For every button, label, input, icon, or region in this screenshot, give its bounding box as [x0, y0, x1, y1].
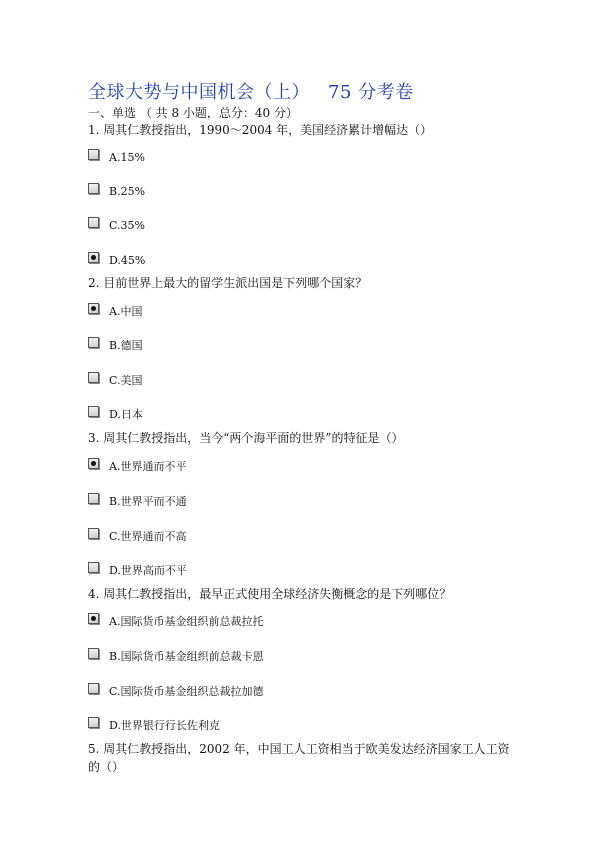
radio-button[interactable]	[88, 252, 99, 263]
radio-button[interactable]	[88, 613, 99, 624]
radio-button[interactable]	[88, 149, 99, 160]
option-q4-c[interactable]	[88, 682, 264, 700]
option-q3-a[interactable]	[88, 457, 186, 475]
question-3: 3. 周其仁教授指出，当今“两个海平面的世界”的特征是（）	[88, 431, 404, 445]
radio-button[interactable]	[88, 493, 99, 504]
option-label: B.国际货币基金组织前总裁卡恩	[109, 650, 264, 663]
section-heading: 一、单选 （ 共 8 小题，总分：40 分）	[88, 106, 298, 120]
option-label: A.国际货币基金组织前总裁拉托	[109, 615, 264, 628]
question-2: 2. 目前世界上最大的留学生派出国是下列哪个国家？	[88, 276, 368, 290]
option-label: B.25%	[109, 184, 146, 198]
option-q3-c[interactable]	[88, 527, 187, 545]
radio-button[interactable]	[88, 528, 99, 539]
option-q4-a[interactable]	[88, 612, 263, 630]
option-q4-b[interactable]	[88, 647, 264, 665]
option-q3-b[interactable]	[88, 492, 187, 510]
option-label: A.世界通而不平	[109, 460, 187, 473]
radio-button[interactable]	[88, 717, 99, 728]
exam-title-text: 全球大势与中国机会（上）	[88, 82, 310, 103]
option-q1-d[interactable]	[88, 251, 145, 269]
option-label: D.日本	[109, 408, 143, 421]
option-q2-a[interactable]	[88, 302, 142, 320]
option-q2-c[interactable]	[88, 371, 143, 389]
option-q1-c[interactable]	[88, 216, 145, 234]
option-label: B.德国	[109, 339, 143, 352]
option-q4-d[interactable]	[88, 716, 220, 734]
option-label: C.国际货币基金组织总裁拉加德	[109, 685, 264, 698]
radio-button[interactable]	[88, 562, 99, 573]
question-5-line2: 的（）	[88, 760, 125, 774]
radio-button[interactable]	[88, 458, 99, 469]
radio-button[interactable]	[88, 337, 99, 348]
option-label: B.世界平而不通	[109, 495, 187, 508]
option-label: D.世界银行行长佐利克	[109, 719, 220, 732]
option-label: D.世界高而不平	[109, 564, 187, 577]
radio-button[interactable]	[88, 648, 99, 659]
exam-title	[88, 78, 414, 104]
option-q1-b[interactable]	[88, 182, 145, 200]
question-4: 4. 周其仁教授指出，最早正式使用全球经济失衡概念的是下列哪位？	[88, 587, 452, 601]
option-q2-b[interactable]	[88, 336, 143, 354]
option-q2-d[interactable]	[88, 405, 143, 423]
radio-button[interactable]	[88, 406, 99, 417]
question-5-line1: 5. 周其仁教授指出，2002 年，中国工人工资相当于欧美发达经济国家工人工资	[88, 742, 510, 756]
option-label: C.世界通而不高	[109, 530, 187, 543]
option-label: A.中国	[109, 305, 143, 318]
option-label: D.45%	[109, 253, 146, 267]
radio-button[interactable]	[88, 683, 99, 694]
option-q3-d[interactable]	[88, 561, 187, 579]
option-label: A.15%	[109, 150, 145, 164]
option-q1-a[interactable]	[88, 148, 145, 166]
radio-button[interactable]	[88, 372, 99, 383]
option-label: C.美国	[109, 374, 143, 387]
exam-score-label: 75 分考卷	[328, 82, 414, 103]
radio-button[interactable]	[88, 303, 99, 314]
radio-button[interactable]	[88, 217, 99, 228]
option-label: C.35%	[109, 218, 145, 232]
question-1: 1. 周其仁教授指出，1990～2004 年，美国经济累计增幅达（）	[88, 123, 433, 137]
radio-button[interactable]	[88, 183, 99, 194]
